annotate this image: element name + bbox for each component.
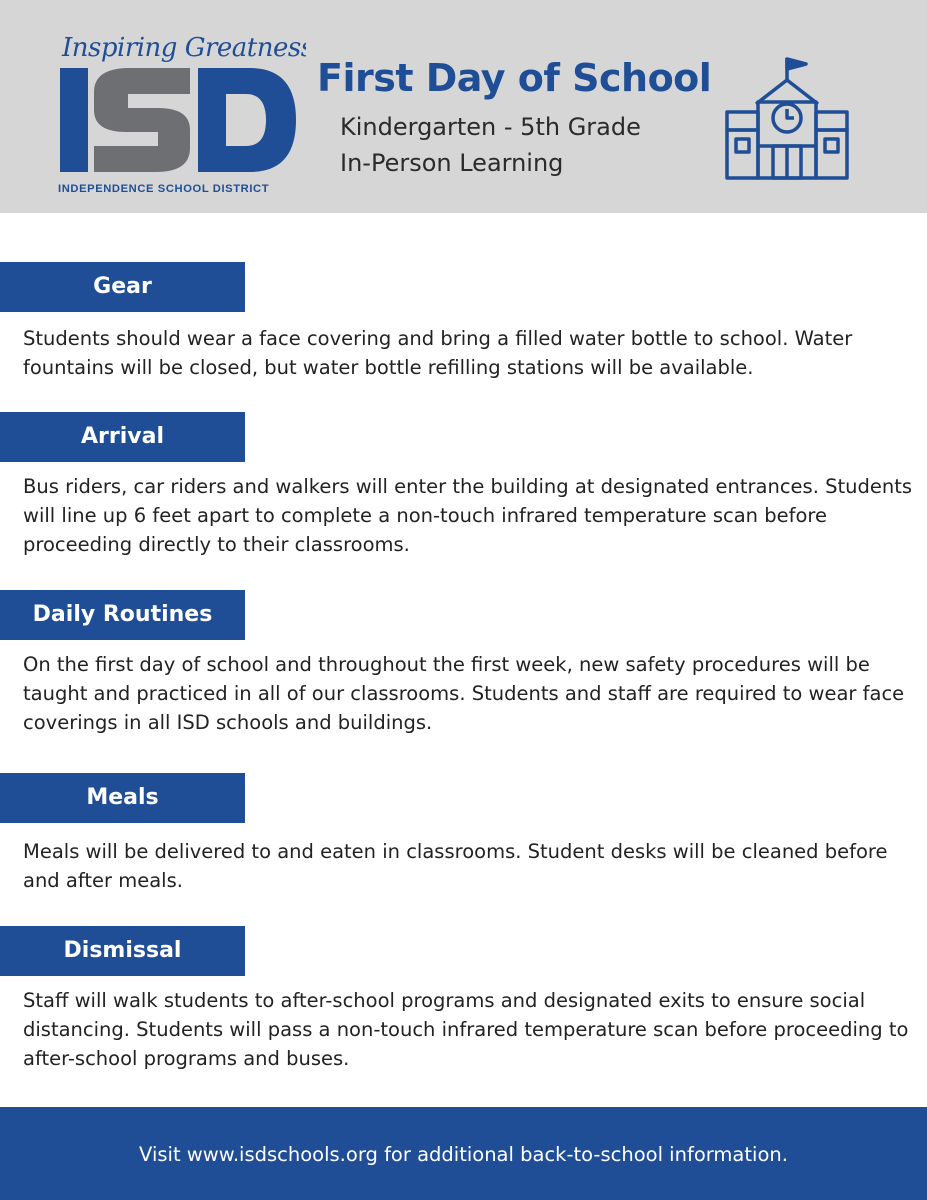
- section-heading-dismissal: Dismissal: [0, 926, 245, 976]
- section-heading-daily-routines: Daily Routines: [0, 590, 245, 640]
- learning-mode: In-Person Learning: [340, 149, 564, 177]
- logo-district-name: INDEPENDENCE SCHOOL DISTRICT: [58, 183, 270, 195]
- section-body-daily-routines: On the first day of school and throughout the first week, new safety procedures will be taught and practiced in all of our classrooms. Students and staff are required to wear face coverings in all ISD schools and buildings.: [23, 653, 905, 734]
- grade-range: Kindergarten - 5th Grade: [340, 113, 641, 141]
- logo-tagline: Inspiring Greatness: [62, 33, 306, 63]
- section-body-dismissal: Staff will walk students to after-school programs and designated exits to ensure social distancing. Students will pass a non-touch infrared temperature scan before proceeding to after-school programs and buses.: [23, 989, 909, 1070]
- section-body-arrival: Bus riders, car riders and walkers will enter the building at designated entrances. Students will line up 6 feet apart to complete a non-touch infrared temperature scan before proceeding directly to their classrooms.: [23, 475, 913, 556]
- page-title: First Day of School: [317, 56, 712, 100]
- section-body-gear: Students should wear a face covering and bring a filled water bottle to school. Water fountains will be closed, but water bottle refilling stations will be available.: [23, 327, 853, 379]
- footer-info-text: Visit www.isdschools.org for additional back-to-school information.: [139, 1143, 788, 1166]
- section-heading-arrival: Arrival: [0, 412, 245, 462]
- section-body-meals: Meals will be delivered to and eaten in classrooms. Student desks will be cleaned before and after meals.: [23, 840, 888, 892]
- section-heading-gear: Gear: [0, 262, 245, 312]
- footer-banner: [0, 1107, 927, 1200]
- isd-logo: [50, 22, 306, 202]
- isd-logo-graphic: [50, 22, 306, 198]
- section-heading-meals: Meals: [0, 773, 245, 823]
- school-building-icon: [724, 56, 850, 186]
- header-banner: [0, 0, 927, 213]
